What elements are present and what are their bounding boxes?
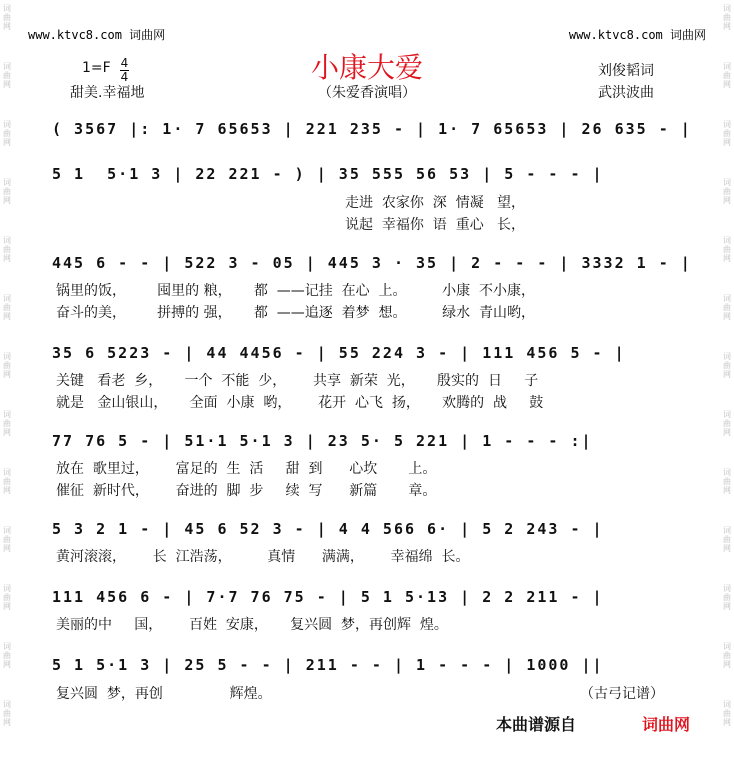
watermark-text: 词 曲 网 <box>723 410 731 437</box>
lyric-6-verse1: 黄河滚滚， 长 江浩荡， 真情 满满， 幸福绵 长。 <box>56 549 470 565</box>
left-watermark <box>0 0 14 760</box>
watermark-text: 词 曲 网 <box>723 62 731 89</box>
key-signature: 1=F <box>82 60 111 76</box>
watermark-text: 词 曲 网 <box>3 236 11 263</box>
watermark-text: 词 曲 网 <box>3 352 11 379</box>
site-logo[interactable]: 词曲网 <box>642 715 691 734</box>
composer-label: 武洪波曲 <box>598 85 654 101</box>
score-line-3: 445 6 - - | 522 3 - 05 | 445 3 · 35 | 2 - - - | 3332 1 - | <box>52 254 692 272</box>
watermark-text: 词 曲 网 <box>723 236 731 263</box>
lyric-4-verse2: 就是 金山银山， 全面 小康 哟， 花开 心飞 扬， 欢腾的 战 鼓 <box>56 395 544 411</box>
watermark-text: 词 曲 网 <box>723 526 731 553</box>
lyric-8-verse1: 复兴圆 梦，再创 辉煌。 <box>56 686 272 702</box>
score-line-7: 111 456 6 - | 7·7 76 75 - | 5 1 5·13 | 2 2 211 - | <box>52 588 604 606</box>
score-line-4: 35 6 5223 - | 44 4456 - | 55 224 3 - | 111 456 5 - | <box>52 344 626 362</box>
watermark-text: 词 曲 网 <box>3 410 11 437</box>
score-line-8: 5 1 5·1 3 | 25 5 - - | 211 - - | 1 - - - | 1000 || <box>52 656 604 674</box>
lyric-3-verse1: 锅里的饭， 囤里的 粮， 都 ——记挂 在心 上。 小康 不小康， <box>56 283 536 299</box>
watermark-text: 词 曲 网 <box>3 700 11 727</box>
watermark-text: 词 曲 网 <box>723 700 731 727</box>
watermark-text: 词 曲 网 <box>3 526 11 553</box>
watermark-text: 词 曲 网 <box>723 178 731 205</box>
lyric-5-verse1: 放在 歌里过， 富足的 生 活 甜 到 心坎 上。 <box>56 461 437 477</box>
lyricist-label: 刘俊韬词 <box>598 63 654 79</box>
transcriber-credit: （古弓记谱） <box>580 686 664 702</box>
watermark-text: 词 曲 网 <box>3 642 11 669</box>
watermark-text: 词 曲 网 <box>3 4 11 31</box>
source-label: 本曲谱源自 <box>496 715 577 734</box>
watermark-text: 词 曲 网 <box>3 178 11 205</box>
singer-label: （朱爱香演唱） <box>318 85 416 101</box>
site-url-right[interactable]: www.ktvc8.com 词曲网 <box>568 28 706 42</box>
lyric-3-verse2: 奋斗的美， 拼搏的 强， 都 ——追逐 着梦 想。 绿水 青山哟， <box>56 305 536 321</box>
watermark-text: 词 曲 网 <box>723 294 731 321</box>
score-line-6: 5 3 2 1 - | 45 6 52 3 - | 4 4 566 6· | 5 2 243 - | <box>52 520 604 538</box>
lyric-5-verse2: 催征 新时代， 奋进的 脚 步 续 写 新篇 章。 <box>56 483 437 499</box>
score-line-5: 77 76 5 - | 51·1 5·1 3 | 23 5· 5 221 | 1 - - - :| <box>52 432 593 450</box>
lyric-7-verse1: 美丽的中 国， 百姓 安康， 复兴圆 梦，再创辉 煌。 <box>56 617 448 633</box>
time-signature <box>120 58 129 83</box>
score-line-2: 5 1 5·1 3 | 22 221 - ) | 35 555 56 53 | 5 - - - | <box>52 165 604 183</box>
watermark-text: 词 曲 网 <box>723 352 731 379</box>
watermark-text: 词 曲 网 <box>723 468 731 495</box>
watermark-text: 词 曲 网 <box>723 584 731 611</box>
score-line-1: ( 3567 |: 1· 7 65653 | 221 235 - | 1· 7 65653 | 26 635 - | <box>52 120 692 138</box>
watermark-text: 词 曲 网 <box>3 468 11 495</box>
site-url-left[interactable]: www.ktvc8.com 词曲网 <box>28 28 166 42</box>
time-bottom: 4 <box>120 70 129 84</box>
song-title: 小康大爱 <box>310 51 423 84</box>
watermark-text: 词 曲 网 <box>3 62 11 89</box>
right-watermark <box>720 0 734 760</box>
watermark-text: 词 曲 网 <box>3 584 11 611</box>
lyric-2-verse1: 走进 农家你 深 情凝 望， <box>345 195 526 211</box>
mood-label: 甜美.幸福地 <box>70 85 145 101</box>
watermark-text: 词 曲 网 <box>723 642 731 669</box>
watermark-text: 词 曲 网 <box>723 4 731 31</box>
watermark-text: 词 曲 网 <box>3 294 11 321</box>
watermark-text: 词 曲 网 <box>3 120 11 147</box>
time-top: 4 <box>120 56 129 70</box>
lyric-4-verse1: 关键 看老 乡， 一个 不能 少， 共享 新荣 光， 殷实的 日 子 <box>56 373 539 389</box>
lyric-2-verse2: 说起 幸福你 语 重心 长， <box>345 217 526 233</box>
watermark-text: 词 曲 网 <box>723 120 731 147</box>
